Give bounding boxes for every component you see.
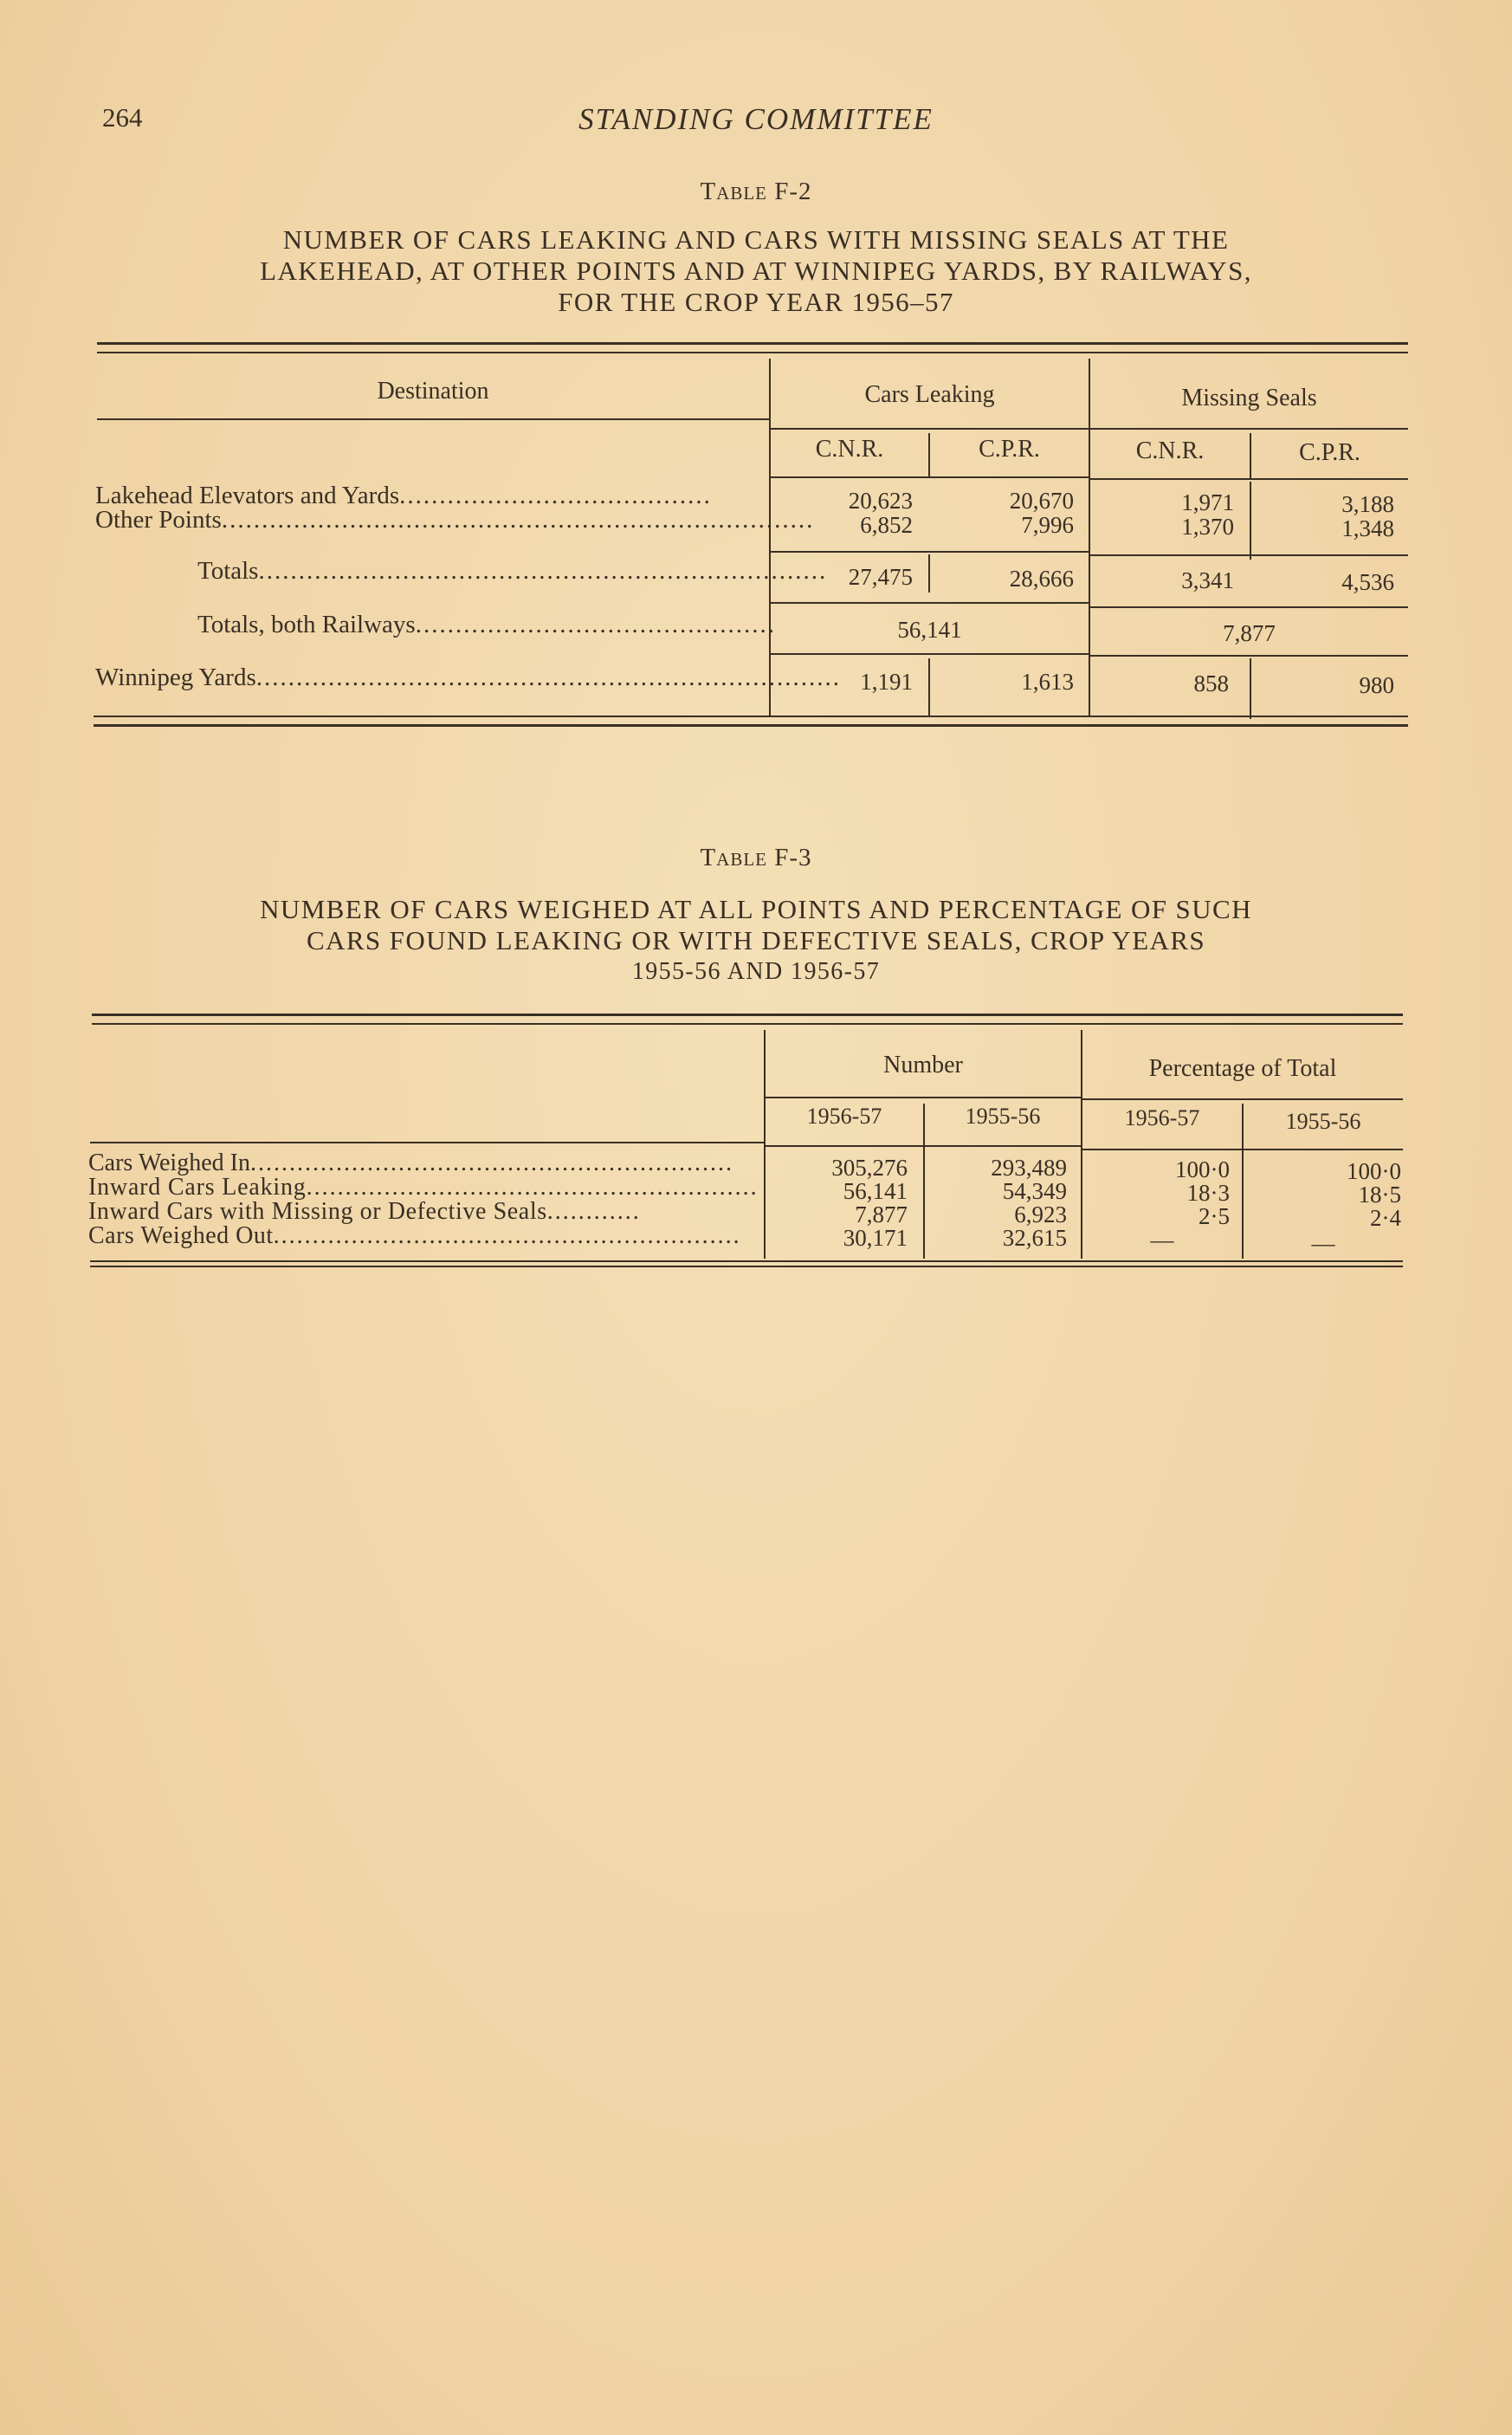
- table-f3-row-label: Inward Cars Leaking..........................................................: [88, 1174, 759, 1201]
- table-f3-sub-header: 1955-56: [1285, 1109, 1361, 1134]
- table-f2-cell: 20,623: [848, 488, 913, 514]
- table-f2-sub-header: C.P.R.: [979, 436, 1040, 463]
- table-f2-row-label: Other Points..........................................................................: [95, 506, 815, 534]
- table-f3-cell: 305,276: [831, 1155, 908, 1181]
- table-f2-cell: 1,613: [1021, 669, 1074, 695]
- table-f3-cell: 6,923: [1014, 1201, 1067, 1227]
- table-f2-row-label: Winnipeg Yards.........................................................................: [95, 664, 841, 691]
- table-f2-title-line: NUMBER OF CARS LEAKING AND CARS WITH MISSING SEALS AT THE: [282, 224, 1230, 255]
- table-f3-title-line: CARS FOUND LEAKING OR WITH DEFECTIVE SEALS, CROP YEARS: [306, 925, 1206, 955]
- table-f2-cell: 1,370: [1181, 514, 1234, 540]
- table-f2-title-line: FOR THE CROP YEAR 1956–57: [558, 287, 954, 317]
- table-f2-sub-header: C.N.R.: [815, 436, 884, 463]
- table-f3-sub-header: 1956-57: [806, 1104, 882, 1129]
- table-f3-title-line: 1955-56 AND 1956-57: [631, 958, 881, 985]
- table-f2-cell: 7,877: [1223, 620, 1276, 646]
- running-title: STANDING COMMITTEE: [578, 102, 934, 136]
- table-f3-sub-header: 1956-57: [1124, 1105, 1200, 1130]
- table-f3-cell: —: [1150, 1227, 1174, 1253]
- table-f3-cell: —: [1311, 1230, 1335, 1256]
- table-f3-cell: 32,615: [1002, 1225, 1067, 1251]
- table-f2-cell: 980: [1359, 672, 1394, 698]
- table-f2-label: TABLE F-2: [700, 178, 812, 205]
- table-f3-title: [113, 894, 1399, 988]
- table-f2-stub-header: Destination: [377, 378, 489, 405]
- table-f2-cell: 3,188: [1341, 491, 1394, 517]
- table-f2-cell: 28,666: [1009, 566, 1074, 592]
- table-f2-row-label: Lakehead Elevators and Yards.......................................: [95, 482, 712, 509]
- table-f3-cell: 2·4: [1370, 1205, 1401, 1231]
- table-f2-cell: 1,191: [860, 669, 913, 695]
- table-f3-cell: 30,171: [843, 1225, 908, 1251]
- table-f2-cell: 1,971: [1181, 489, 1234, 515]
- table-f2-cell: 56,141: [897, 617, 962, 643]
- table-f2-cell: 858: [1193, 670, 1229, 696]
- table-f2-group-header: Cars Leaking: [864, 381, 995, 408]
- table-f2-cell: 27,475: [848, 564, 913, 590]
- table-f3-cell: 56,141: [843, 1178, 908, 1204]
- table-f3-row-label: Inward Cars with Missing or Defective Seals............: [88, 1198, 641, 1225]
- table-f2-row-label: Totals.......................................................................: [197, 557, 828, 585]
- table-f3-cell: 293,489: [991, 1155, 1067, 1181]
- table-f3-label: TABLE F-3: [700, 844, 812, 871]
- table-f3-group-header: Number: [883, 1052, 963, 1078]
- table-f2-sub-header: C.N.R.: [1135, 437, 1205, 464]
- table-f3-row-label: Cars Weighed In..............................................................: [88, 1150, 733, 1176]
- table-f2-cell: 20,670: [1009, 488, 1074, 514]
- table-f2-cell: 3,341: [1181, 567, 1234, 593]
- table-f3-title-line: NUMBER OF CARS WEIGHED AT ALL POINTS AND PERCENTAGE OF SUCH: [260, 894, 1252, 924]
- table-f3-cell: 18·5: [1358, 1182, 1401, 1208]
- table-f3-cell: 18·3: [1186, 1180, 1230, 1206]
- table-f2-sub-header: C.P.R.: [1299, 439, 1360, 466]
- table-f2-cell: 7,996: [1021, 512, 1074, 538]
- table-f3-cell: 7,877: [855, 1201, 908, 1227]
- table-f2-cell: 6,852: [860, 512, 913, 538]
- table-f3-cell: 100·0: [1347, 1158, 1401, 1184]
- table-f3-group-header: Percentage of Total: [1148, 1055, 1337, 1082]
- table-f3-cell: 54,349: [1002, 1178, 1067, 1204]
- table-f3-row-label: Cars Weighed Out............................................................: [88, 1222, 741, 1249]
- table-f2-row-label: Totals, both Railways.............................................: [197, 611, 776, 638]
- table-f2-cell: 1,348: [1341, 515, 1394, 541]
- table-f3-cell: 100·0: [1175, 1156, 1230, 1182]
- page-number: 264: [102, 102, 143, 133]
- table-f2-title-line: LAKEHEAD, AT OTHER POINTS AND AT WINNIPEG YARDS, BY RAILWAYS,: [260, 256, 1252, 286]
- table-f3-sub-header: 1955-56: [965, 1104, 1041, 1129]
- table-f2-cell: 4,536: [1341, 569, 1394, 595]
- table-f2-group-header: Missing Seals: [1181, 385, 1317, 411]
- table-f2-title: [113, 224, 1399, 318]
- table-f3-cell: 2·5: [1199, 1203, 1230, 1229]
